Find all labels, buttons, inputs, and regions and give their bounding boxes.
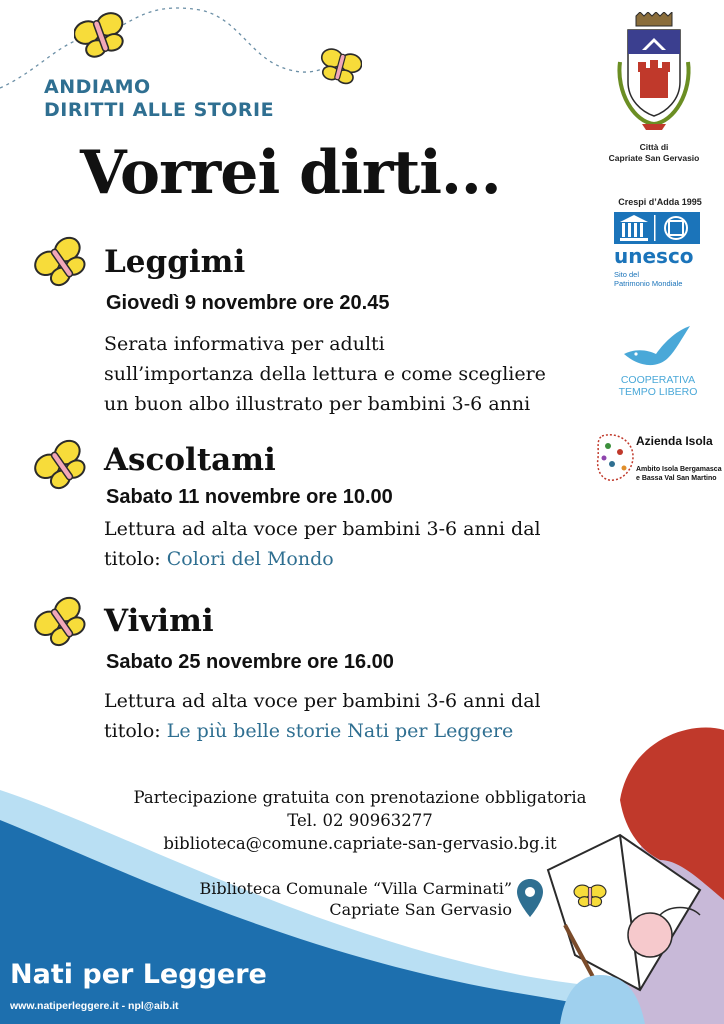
book-title-link[interactable]: Colori del Mondo [166,548,334,570]
butterfly-icon [74,8,128,64]
event-date-leggimi: Giovedì 9 novembre ore 20.45 [106,292,390,314]
unesco-sub-line-2: Patrimonio Mondiale [614,279,683,288]
coop-line-1: COOPERATIVA [620,374,696,386]
event-description-ascoltami [104,514,541,574]
azienda-sub-line-1: Ambito Isola Bergamasca [636,466,722,473]
description-line: un buon albo illustrato per bambini 3-6 anni [104,393,531,415]
campaign-line-1: ANDIAMO [44,76,151,98]
event-title-vivimi: Vivimi [104,603,214,639]
event-description-leggimi [104,329,546,419]
unesco-top-caption: Crespi d’Adda 1995 [618,197,702,207]
city-caption-line-1: Città di [639,142,669,152]
description-line: Serata informativa per adulti [104,333,385,355]
description-line [104,544,541,574]
map-pin-icon[interactable] [516,878,544,918]
description-line: Lettura ad alta voce per bambini 3-6 anni dal [104,690,541,712]
event-title-ascoltami: Ascoltami [104,442,276,478]
description-prefix: titolo: [104,720,167,742]
event-description-vivimi [104,686,541,746]
nati-per-leggere-logo-text: Nati per Leggere [10,959,267,990]
email-address[interactable]: biblioteca@comune.capriate-san-gervasio.bg.it [163,834,557,853]
footer-url[interactable]: www.natiperleggere.it - npl@aib.it [10,1000,179,1012]
event-date-ascoltami: Sabato 11 novembre ore 10.00 [106,486,393,508]
butterfly-bullet-icon [34,596,90,650]
library-name: Biblioteca Comunale “Villa Carminati” [199,879,512,898]
azienda-isola-map-icon [594,432,636,484]
city-caption-line-2: Capriate San Gervasio [608,153,700,163]
phone-number[interactable]: Tel. 02 90963277 [287,811,433,830]
event-date-vivimi: Sabato 25 novembre ore 16.00 [106,651,394,673]
unesco-sub-line-1: Sito del [614,270,640,279]
bird-logo-icon [622,326,692,372]
unesco-wordmark: unesco [614,244,694,268]
headline: Vorrei dirti... [80,138,501,208]
butterfly-bullet-icon [34,236,90,290]
azienda-title: Azienda Isola [636,434,713,448]
event-title-leggimi: Leggimi [104,244,246,280]
butterfly-bullet-icon [34,439,90,493]
city-crest-icon [614,12,694,136]
description-prefix: titolo: [104,548,167,570]
child-reading-illustration [548,728,724,1024]
participation-note: Partecipazione gratuita con prenotazione obbligatoria [133,788,587,807]
book-title-link[interactable]: Le più belle storie Nati per Leggere [166,720,514,742]
description-line: sull’importanza della lettura e come scegliere [104,363,546,385]
description-line: Lettura ad alta voce per bambini 3-6 anni dal [104,518,541,540]
description-line [104,716,541,746]
unesco-emblem-icon [614,212,700,244]
azienda-sub-line-2: e Bassa Val San Martino [636,475,717,482]
library-town: Capriate San Gervasio [329,900,512,919]
campaign-line-2: DIRITTI ALLE STORIE [44,99,275,121]
coop-line-2: TEMPO LIBERO [618,386,698,398]
butterfly-icon [318,44,362,90]
